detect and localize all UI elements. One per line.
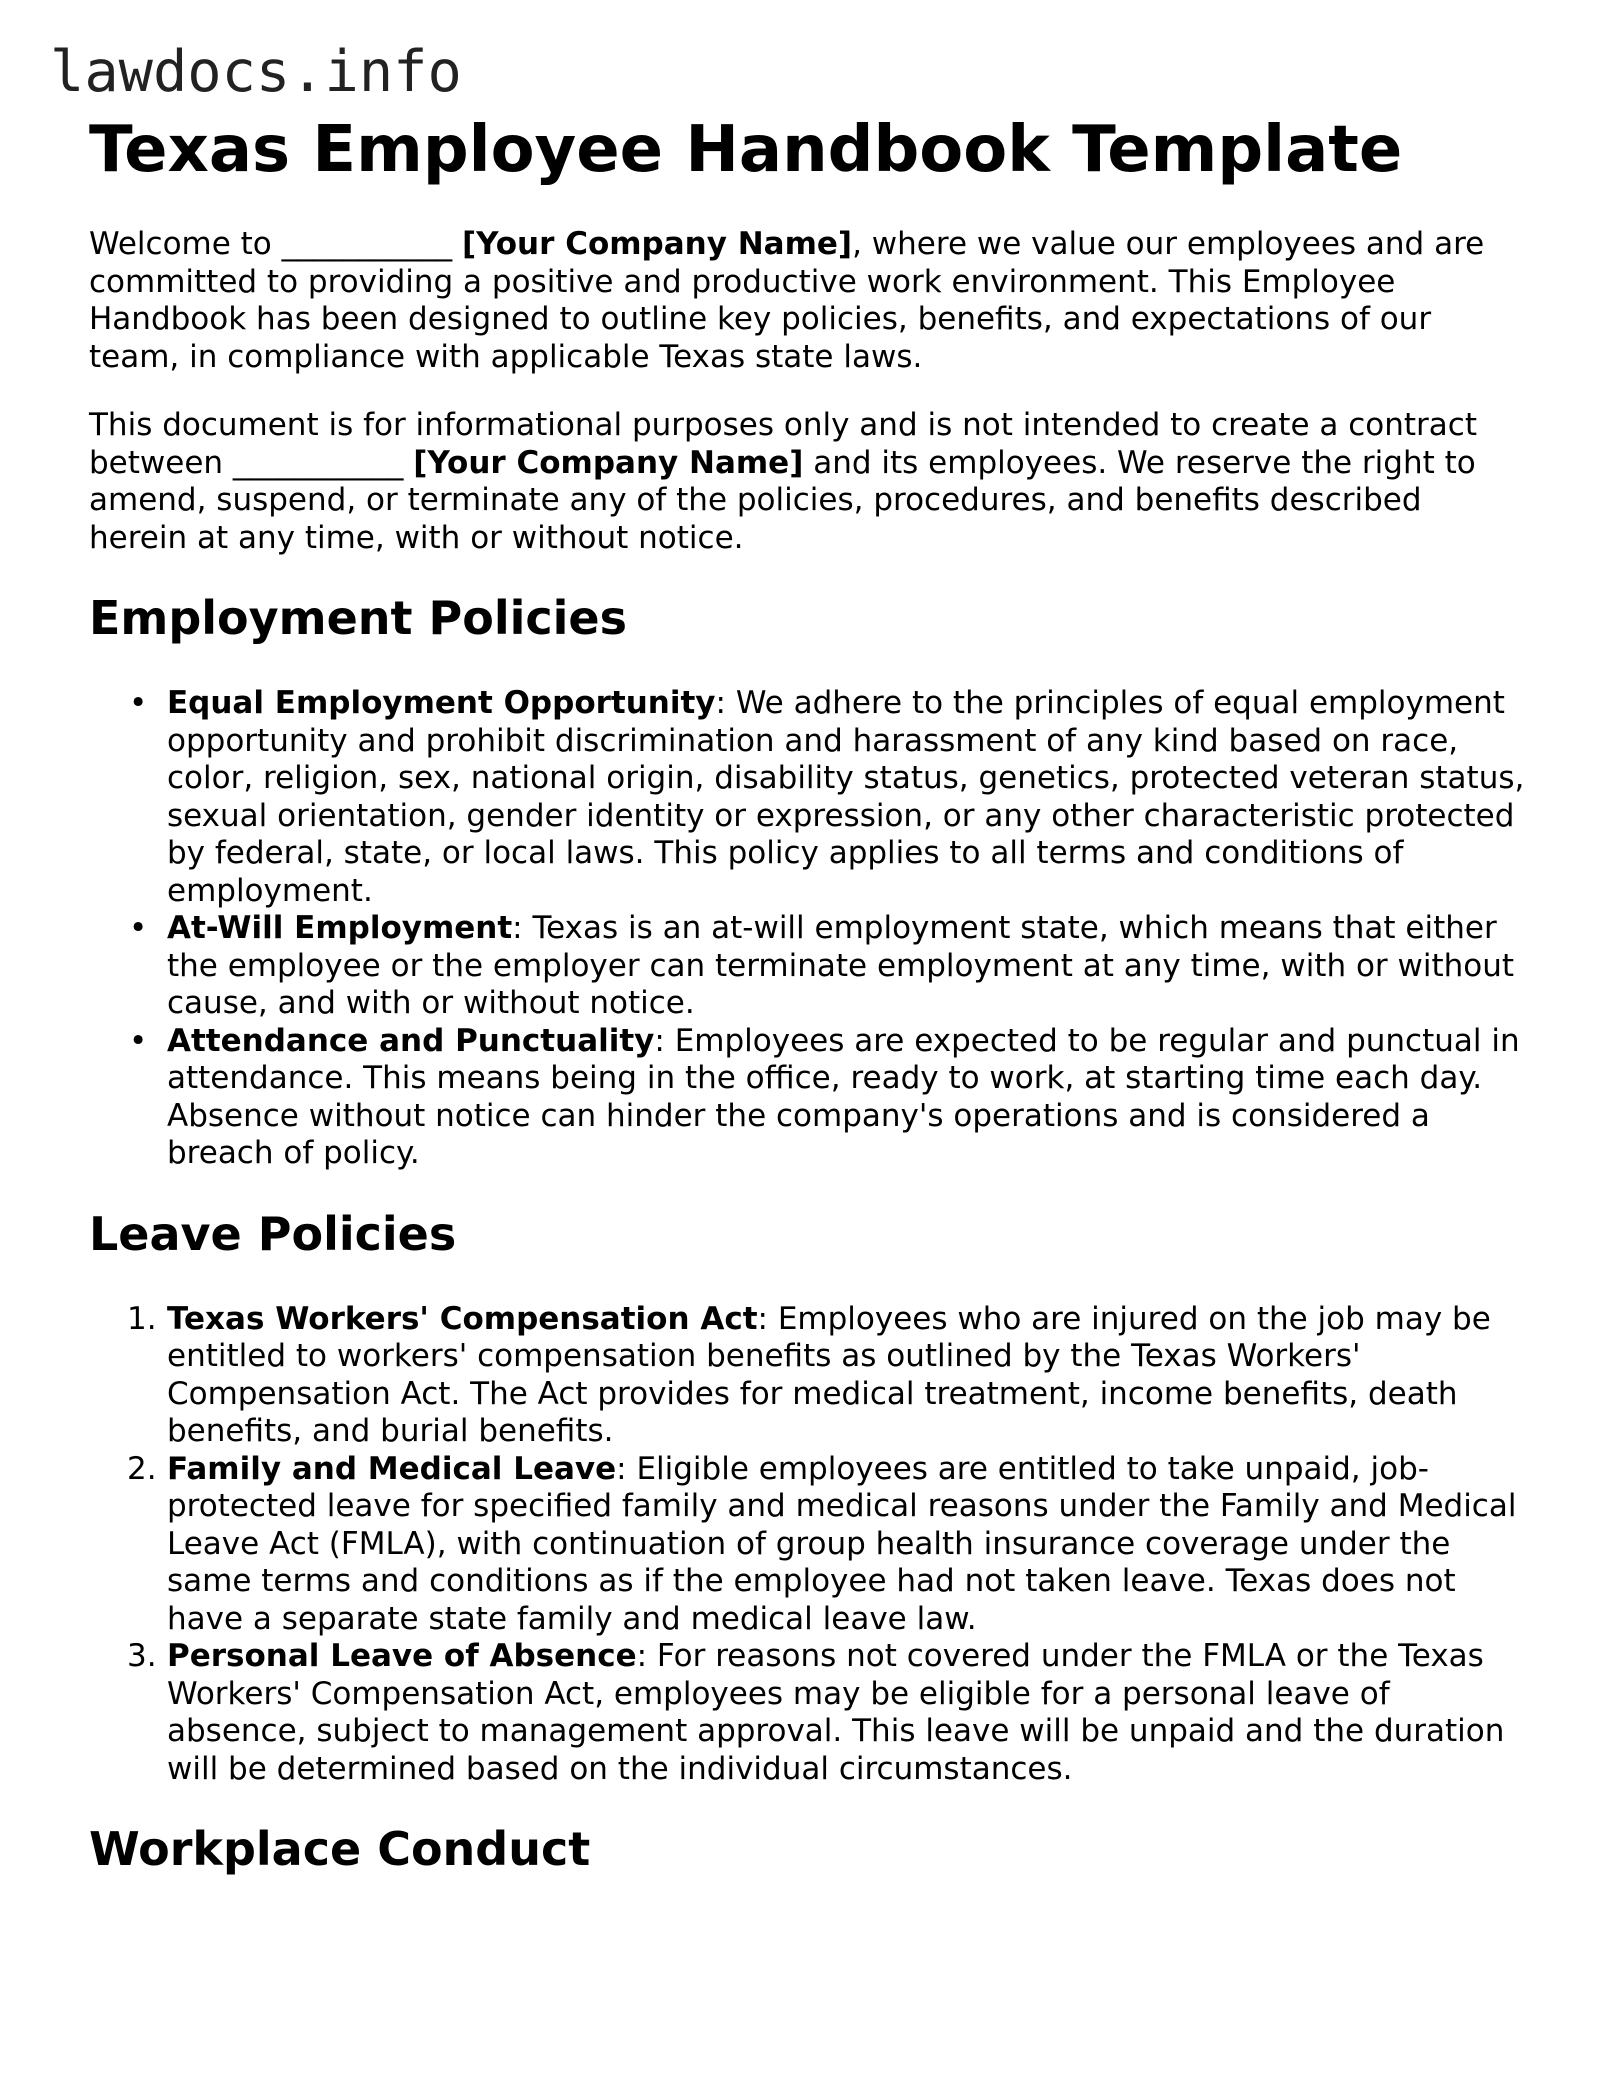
intro-text: , where we value our employees and are committed to providing a positive and productive work environment. This Employee Handbook has been designed to outline key policies, benefits, and expectations of our team, in compliance with applicable Texas state laws.: [89, 226, 1485, 375]
disclaimer-text: This document is for informational purposes only and is not intended to create a contract between ___________: [89, 407, 1477, 481]
list-item: [89, 1638, 1529, 1788]
section-heading-employment-policies: Employment Policies: [89, 591, 627, 645]
policy-text: : Eligible employees are entitled to take unpaid, job-protected leave for specified family and medical reasons under the Family and Medical Leave Act (FMLA), with continuation of group health insurance coverage under the same terms and conditions as if the employee had not taken leave. Texas does not have a separate state family and medical leave law.: [167, 1450, 1517, 1637]
list-item: [89, 910, 1529, 1023]
intro-text: Welcome to ___________: [89, 226, 462, 262]
policy-term: Attendance and Punctuality: [167, 1022, 655, 1059]
policy-text: : Texas is an at-will employment state, which means that either the employee or the employer can terminate employment at any time, with or without cause, and with or without notice.: [167, 910, 1515, 1021]
company-name-placeholder: [Your Company Name]: [461, 226, 853, 262]
employment-policies-list: [89, 685, 1529, 1173]
list-number: 1.: [127, 1300, 157, 1337]
policy-text: : For reasons not covered under the FMLA or the Texas Workers' Compensation Act, employees may be eligible for a personal leave of absence, subject to management approval. This leave will be unpaid and the duration will be determined based on the individual circumstances.: [167, 1638, 1505, 1787]
policy-text: : Employees who are injured on the job may be entitled to workers' compensation benefits as outlined by the Texas Workers' Compensation Act. The Act provides for medical treatment, income benefits, death benefits, and burial benefits.: [167, 1300, 1491, 1449]
section-heading-leave-policies: Leave Policies: [89, 1206, 457, 1261]
policy-term: Equal Employment Opportunity: [167, 685, 716, 721]
list-item: [89, 1451, 1529, 1639]
list-item: [89, 685, 1529, 910]
bullet-icon: •: [129, 685, 148, 721]
bullet-icon: •: [129, 910, 148, 946]
bullet-icon: •: [129, 1022, 148, 1059]
policy-term: Personal Leave of Absence: [167, 1638, 637, 1674]
site-watermark: lawdocs.info: [50, 39, 462, 105]
policy-text: : Employees are expected to be regular and punctual in attendance. This means being in the office, ready to work, at starting time each day. Absence without notice can hinder the company's operations and is considered a breach of policy.: [167, 1022, 1520, 1171]
policy-term: Texas Workers' Compensation Act: [167, 1300, 758, 1337]
disclaimer-text: and its employees. We reserve the right to amend, suspend, or terminate any of the policies, procedures, and benefits described herein at any time, with or without notice.: [89, 444, 1476, 556]
policy-term: At-Will Employment: [167, 910, 513, 946]
list-item: [89, 1023, 1529, 1173]
section-heading-workplace-conduct: Workplace Conduct: [89, 1822, 591, 1876]
policy-text: : We adhere to the principles of equal employment opportunity and prohibit discrimination and harassment of any kind based on race, color, religion, sex, national origin, disability status, genetics, protected veteran status, sexual orientation, gender identity or expression, or any other characteristic protected by federal, state, or local laws. This policy applies to all terms and conditions of employment.: [167, 685, 1525, 909]
list-item: [89, 1301, 1529, 1451]
intro-paragraph: [89, 226, 1529, 376]
list-number: 3.: [127, 1638, 157, 1674]
document-body: [89, 112, 1529, 1876]
policy-term: Family and Medical Leave: [167, 1450, 617, 1487]
page-title: Texas Employee Handbook Template: [89, 113, 1403, 187]
list-number: 2.: [127, 1450, 157, 1487]
company-name-placeholder: [Your Company Name]: [413, 444, 804, 481]
leave-policies-list: [89, 1301, 1529, 1789]
disclaimer-paragraph: [89, 407, 1529, 557]
